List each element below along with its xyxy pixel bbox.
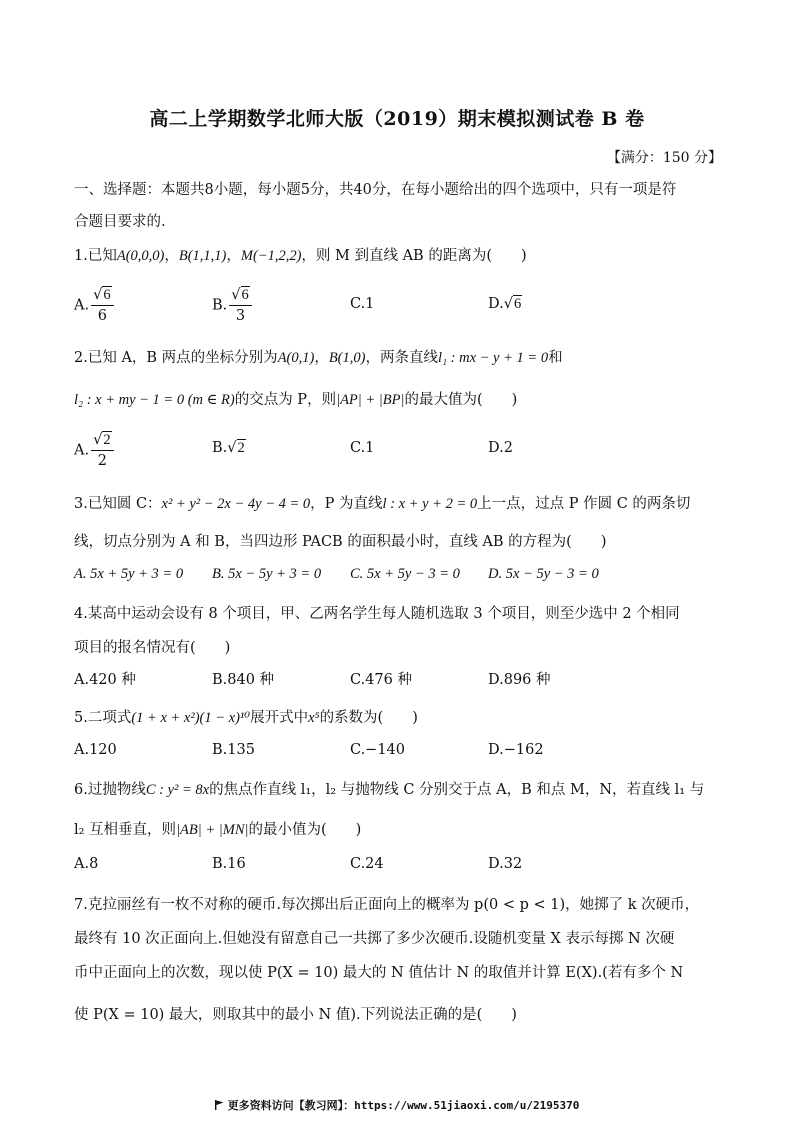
section-instruction-line1: 一、选择题：本题共8小题，每小题5分，共40分，在每小题给出的四个选项中，只有一项是符 [74, 182, 677, 198]
q1-option-b[interactable]: B. $\frac{√6}{3}$ [212, 285, 252, 326]
q5-stem: 5.二项式(1 + x + x²)(1 − x)¹⁰展开式中x⁵的系数为( ) [74, 710, 418, 726]
q4-stem-line2: 项目的报名情况有( ) [74, 640, 231, 656]
q3-option-d[interactable]: D. 5x − 5y − 3 = 0 [488, 566, 599, 582]
q5-option-d[interactable]: D.−162 [488, 742, 544, 758]
q4-option-c[interactable]: C.476 种 [350, 672, 412, 688]
q7-stem-line3: 币中正面向上的次数，现以使 P(X = 10) 最大的 N 值估计 N 的取值并计算 E(X).(若有多个 N [74, 965, 684, 981]
q1-option-c[interactable]: C.1 [350, 296, 375, 312]
q5-option-b[interactable]: B.135 [212, 742, 255, 758]
q1-option-d[interactable]: D.√6 [488, 296, 522, 312]
footer-link[interactable] [0, 1097, 794, 1113]
q4-stem-line1: 4.某高中运动会设有 8 个项目，甲、乙两名学生每人随机选取 3 个项目，则至少选中 2 个相同 [74, 606, 680, 622]
q6-options [74, 856, 734, 896]
q6-option-c[interactable]: C.24 [350, 856, 384, 872]
q7-stem-line2: 最终有 10 次正面向上.但她没有留意自己一共掷了多少次硬币.设随机变量 X 表示每掷 N 次硬 [74, 931, 675, 947]
q1-options [74, 285, 734, 325]
q6-stem-line1: 6.过抛物线C : y² = 8x的焦点作直线 l₁，l₂ 与抛物线 C 分别交于点 A，B 和点 M，N，若直线 l₁ 与 [74, 782, 705, 798]
q1-stem: 1.已知A(0,0,0)，B(1,1,1)，M(−1,2,2)，则 M 到直线 AB 的距离为( ) [74, 248, 527, 264]
q7-stem-line1: 7.克拉丽丝有一枚不对称的硬币.每次掷出后正面向上的概率为 p(0 < p < 1)，她掷了 k 次硬币， [74, 897, 700, 913]
q2-option-d[interactable]: D.2 [488, 440, 513, 456]
flag-icon [215, 1100, 224, 1110]
q3-option-b[interactable]: B. 5x − 5y + 3 = 0 [212, 566, 322, 582]
q4-options [74, 668, 734, 708]
q3-options [74, 566, 734, 606]
q4-option-b[interactable]: B.840 种 [212, 672, 275, 688]
q5-option-c[interactable]: C.−140 [350, 742, 406, 758]
q4-option-a[interactable]: A.420 种 [74, 672, 136, 688]
q2-option-a[interactable]: A. $\frac{√2}{2}$ [74, 430, 114, 471]
q6-option-d[interactable]: D.32 [488, 856, 523, 872]
q2-option-b[interactable]: B.√2 [212, 440, 245, 456]
q6-stem-line2: l₂ 互相垂直，则|AB| + |MN|的最小值为( ) [74, 822, 362, 838]
q4-option-d[interactable]: D.896 种 [488, 672, 551, 688]
q2-stem-line2: l₂ : x + my − 1 = 0 (m ∈ R)的交点为 P，则|AP| + |BP|的最大值为( ) [74, 392, 518, 408]
full-score: 【满分：150 分】 [606, 150, 722, 166]
section-instruction-line2: 合题目要求的. [74, 214, 166, 230]
q3-option-a[interactable]: A. 5x + 5y + 3 = 0 [74, 566, 184, 582]
q6-option-b[interactable]: B.16 [212, 856, 246, 872]
q3-stem-line2: 线，切点分别为 A 和 B，当四边形 PACB 的面积最小时，直线 AB 的方程为( ) [74, 534, 607, 550]
q5-options [74, 742, 734, 782]
q5-option-a[interactable]: A.120 [74, 742, 117, 758]
q7-stem-line4: 使 P(X = 10) 最大，则取其中的最小 N 值).下列说法正确的是( ) [74, 1007, 517, 1023]
q2-stem-line1: 2.已知 A，B 两点的坐标分别为A(0,1)，B(1,0)，两条直线l₁ : mx − y + 1 = 0和 [74, 350, 563, 366]
q6-option-a[interactable]: A.8 [74, 856, 99, 872]
q2-options [74, 430, 734, 470]
q3-stem-line1: 3.已知圆 C：x² + y² − 2x − 4y − 4 = 0，P 为直线l : x + y + 2 = 0上一点，过点 P 作圆 C 的两条切 [74, 496, 691, 512]
q3-option-c[interactable]: C. 5x + 5y − 3 = 0 [350, 566, 460, 582]
exam-title: 高二上学期数学北师大版（2019）期末模拟测试卷 B 卷 [149, 108, 645, 130]
footer-text: 更多资料访问【教习网】：https://www.51jiaoxi.com/u/2195370 [227, 1099, 580, 1112]
q1-option-a[interactable]: A. $\frac{√6}{6}$ [74, 285, 114, 326]
q2-option-c[interactable]: C.1 [350, 440, 375, 456]
